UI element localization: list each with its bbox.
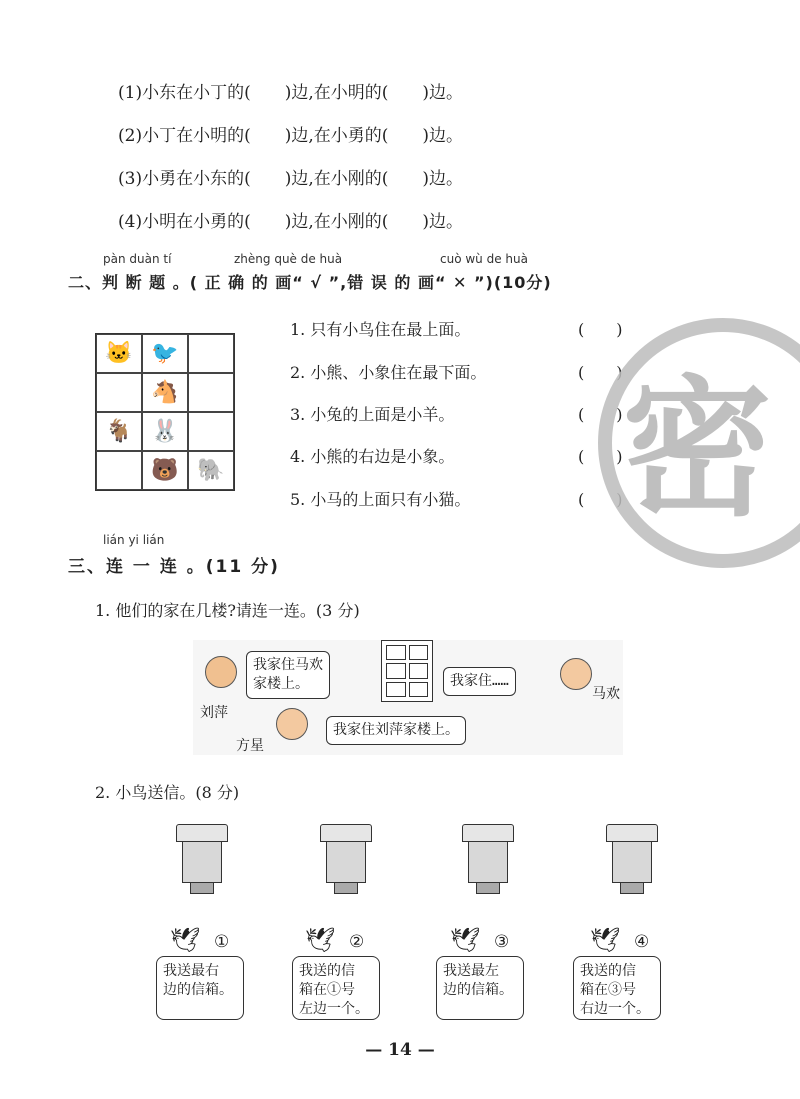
answer-blank-4[interactable]: ( )	[578, 447, 623, 466]
pinyin-panduanti: pàn duàn tí	[103, 252, 172, 266]
name-liuping: 刘萍	[200, 705, 228, 721]
stamp-char: 密	[622, 363, 773, 537]
bird-number-4: ④	[634, 932, 650, 952]
grid-cell: 🐱	[96, 334, 142, 373]
pinyin-cuowu: cuò wù de huà	[440, 252, 528, 266]
name-fangxing: 方星	[236, 738, 264, 754]
girl-liuping-icon	[205, 656, 237, 688]
bird-icon: 🕊	[590, 926, 621, 954]
boy-fangxing-icon	[276, 708, 308, 740]
bird-note-3[interactable]: 我送最左 边的信箱。	[436, 956, 524, 1020]
question-3: (3)小勇在小东的( )边,在小刚的( )边。	[118, 169, 464, 189]
grid-cell: 🐴	[142, 373, 188, 412]
question-1: (1)小东在小丁的( )边,在小明的( )边。	[118, 83, 464, 103]
grid-cell: 🐻	[142, 451, 188, 490]
mailbox-icon[interactable]	[606, 824, 658, 894]
page-number: — 14 —	[365, 1040, 435, 1060]
bird-note-4[interactable]: 我送的信 箱在③号 右边一个。	[573, 956, 661, 1020]
judge-statement-5: 5. 小马的上面只有小猫。	[290, 490, 471, 509]
judge-statement-3: 3. 小兔的上面是小羊。	[290, 405, 455, 424]
bubble-mahuan: 我家住……	[443, 667, 516, 696]
grid-cell	[96, 373, 142, 412]
boy-mahuan-icon	[560, 658, 592, 690]
grid-cell	[188, 412, 234, 451]
answer-blank-5[interactable]: ( )	[578, 490, 623, 509]
bird-number-2: ②	[349, 932, 365, 952]
bird-icon: 🕊	[450, 926, 481, 954]
question-2: (2)小丁在小明的( )边,在小勇的( )边。	[118, 126, 464, 146]
bird-note-1[interactable]: 我送最右 边的信箱。	[156, 956, 244, 1020]
judge-statement-4: 4. 小熊的右边是小象。	[290, 447, 455, 466]
mailbox-icon[interactable]	[462, 824, 514, 894]
building-icon	[381, 640, 433, 702]
grid-cell	[188, 334, 234, 373]
secret-stamp	[598, 318, 800, 568]
grid-cell: 🐐	[96, 412, 142, 451]
bird-note-2[interactable]: 我送的信 箱在①号 左边一个。	[292, 956, 380, 1020]
grid-cell: 🐘	[188, 451, 234, 490]
answer-blank-1[interactable]: ( )	[578, 320, 623, 339]
grid-cell: 🐰	[142, 412, 188, 451]
pinyin-lianyilian: lián yi lián	[103, 533, 165, 547]
animal-grid	[95, 333, 235, 491]
bubble-fangxing: 我家住刘萍家楼上。	[326, 716, 466, 745]
judge-statement-2: 2. 小熊、小象住在最下面。	[290, 363, 487, 382]
grid-cell: 🐦	[142, 334, 188, 373]
bird-icon: 🕊	[305, 926, 336, 954]
section2-title: 二、判 断 题 。( 正 确 的 画“ √ ”,错 误 的 画“ ✕ ”)(10分)	[68, 273, 552, 292]
question-4: (4)小明在小勇的( )边,在小刚的( )边。	[118, 212, 464, 232]
grid-cell	[188, 373, 234, 412]
answer-blank-3[interactable]: ( )	[578, 405, 623, 424]
section3-q1-title: 1. 他们的家在几楼?请连一连。(3 分)	[95, 601, 360, 620]
bubble-liuping: 我家住马欢 家楼上。	[246, 651, 330, 699]
grid-cell	[96, 451, 142, 490]
section3-q2-title: 2. 小鸟送信。(8 分)	[95, 783, 240, 802]
answer-blank-2[interactable]: ( )	[578, 363, 623, 382]
pinyin-zhengque: zhèng què de huà	[234, 252, 343, 266]
bird-icon: 🕊	[170, 926, 201, 954]
bird-number-1: ①	[214, 932, 230, 952]
mailbox-icon[interactable]	[176, 824, 228, 894]
section3-title: 三、连 一 连 。(11 分)	[68, 557, 280, 577]
name-mahuan: 马欢	[592, 686, 620, 702]
bird-number-3: ③	[494, 932, 510, 952]
judge-statement-1: 1. 只有小鸟住在最上面。	[290, 320, 471, 339]
mailbox-icon[interactable]	[320, 824, 372, 894]
